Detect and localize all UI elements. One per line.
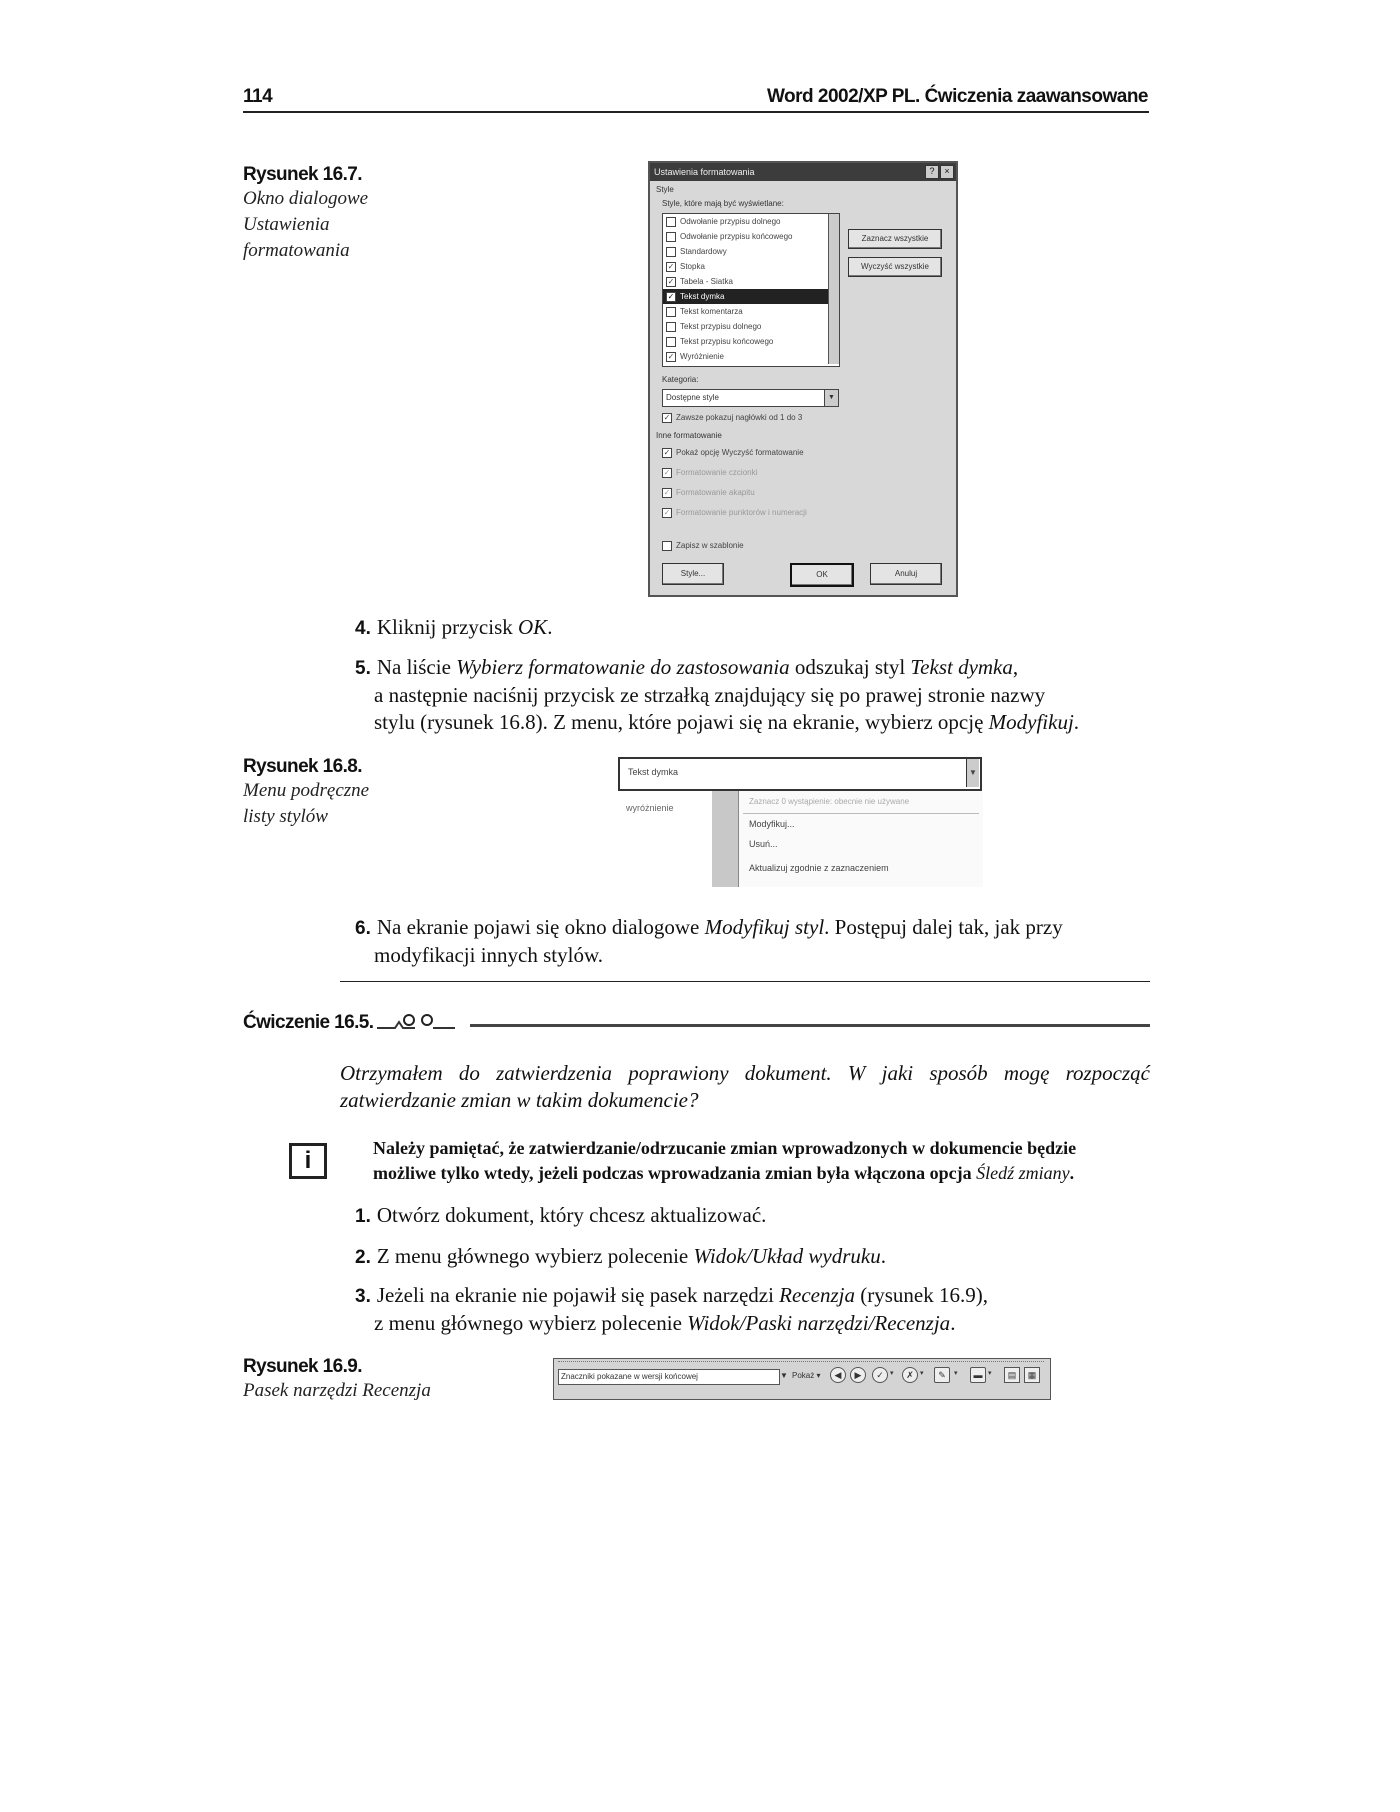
category-value: Dostępne style [666, 393, 719, 402]
list-item[interactable]: ✓ Wyróżnienie [667, 351, 724, 361]
list-item[interactable]: Standardowy [663, 244, 839, 259]
step-6: 6. Na ekranie pojawi się okno dialogowe Modyfikuj styl. Postępuj dalej tak, jak przy modyfikacji innych stylów. [355, 915, 1063, 967]
style-field-value: Tekst dymka [628, 767, 679, 777]
checkbox-checked[interactable]: ✓ [667, 261, 675, 271]
checkbox[interactable] [666, 232, 676, 242]
checkbox[interactable] [666, 337, 676, 347]
list-item[interactable]: Tekst przypisu dolnego [663, 319, 839, 334]
question-line: zatwierdzanie zmian w takim dokumencie? [340, 1088, 699, 1112]
reject-change-icon[interactable]: ✗ [902, 1367, 918, 1383]
exercise-question [340, 1060, 1150, 1114]
side-style-name: wyróżnienie [626, 803, 674, 813]
menu-item-modify[interactable]: Modyfikuj... [749, 819, 795, 829]
other-formatting-label: Inne formatowanie [656, 431, 722, 440]
ok-button[interactable]: OK [790, 563, 854, 587]
caption-line: Pasek narzędzi Recenzja [243, 1380, 431, 1401]
checkbox[interactable] [662, 541, 672, 551]
font-formatting-option[interactable]: ✓ Formatowanie czcionki [663, 468, 758, 478]
show-headings-option[interactable]: ✓ Zawsze pokazuj nagłówki od 1 do 3 [663, 413, 803, 423]
formatting-settings-dialog [648, 161, 958, 597]
dropdown-arrow-icon[interactable]: ▾ [988, 1370, 992, 1377]
paragraph-formatting-option[interactable]: ✓ Formatowanie akapitu [663, 488, 755, 498]
style-context-menu-image [618, 757, 982, 889]
dropdown-arrow-icon[interactable]: ▼ [780, 1371, 788, 1380]
caption-line: formatowania [243, 240, 350, 261]
menu-item-delete[interactable]: Usuń... [749, 839, 778, 849]
clear-formatting-option[interactable]: ✓ Pokaż opcję Wyczyść formatowanie [663, 448, 804, 458]
category-label: Kategoria: [662, 375, 699, 384]
select-all-button[interactable]: Zaznacz wszystkie [848, 229, 942, 249]
checkbox-checked[interactable]: ✓ [663, 468, 671, 477]
caption-line: listy stylów [243, 806, 328, 827]
question-line: Otrzymałem do zatwierdzenia poprawiony dokument. W jaki sposób mogę rozpocząć [340, 1061, 1150, 1085]
step-2: 2. Z menu głównego wybierz polecenie Widok/Układ wydruku. [355, 1244, 886, 1268]
previous-change-icon[interactable]: ◀ [830, 1367, 846, 1383]
checkbox-checked[interactable]: ✓ [663, 488, 671, 497]
category-dropdown[interactable] [662, 389, 839, 407]
step-1: 1. Otwórz dokument, który chcesz aktualizować. [355, 1203, 767, 1227]
help-button[interactable]: ? [925, 165, 939, 179]
figure-label: Rysunek 16.8. [243, 756, 362, 777]
list-formatting-option[interactable]: ✓ Formatowanie punktorów i numeracji [663, 508, 807, 518]
list-item[interactable]: ✓ Stopka [667, 261, 705, 271]
reviewing-toolbar [553, 1358, 1051, 1400]
checkbox-checked[interactable]: ✓ [667, 351, 675, 361]
next-change-icon[interactable]: ▶ [850, 1367, 866, 1383]
dialog-title: Ustawienia formatowania [650, 163, 956, 181]
accept-change-icon[interactable]: ✓ [872, 1367, 888, 1383]
list-item[interactable]: Tekst przypisu końcowego [663, 334, 839, 349]
section-rule [340, 981, 1150, 982]
exercise-rule [470, 1024, 1150, 1027]
step-5: 5. Na liście Wybierz formatowanie do zastosowania odszukaj styl Tekst dymka, a następnie naciśnij przycisk ze strzałką znajdujący się po prawej stronie nazwy stylu (rysunek 16.8). Z menu, które pojawi się na ekranie, wybierz opcję Modyfikuj. [355, 655, 1080, 734]
styles-button[interactable]: Style... [662, 563, 724, 585]
list-item[interactable]: ✓ Tabela - Siatka [667, 276, 733, 286]
figure-16-8-caption [243, 756, 369, 830]
list-label: Style, które mają być wyświetlane: [662, 199, 784, 208]
caption-line: Okno dialogowe [243, 188, 369, 209]
toolbar-grip [558, 1361, 1044, 1365]
style-field[interactable] [618, 757, 982, 791]
figure-label: Rysunek 16.9. [243, 1356, 362, 1377]
figure-label: Rysunek 16.7. [243, 164, 362, 185]
markup-dropdown[interactable]: Znaczniki pokazane w wersji końcowej [558, 1369, 780, 1385]
caption-line: Ustawienia [243, 214, 330, 235]
checkbox-checked[interactable]: ✓ [667, 276, 675, 286]
checkbox-checked[interactable]: ✓ [663, 508, 671, 517]
list-item[interactable]: Odwołanie przypisu końcowego [663, 229, 839, 244]
reviewing-pane-icon[interactable]: ▦ [1024, 1367, 1040, 1383]
menu-gutter [712, 791, 738, 887]
figure-16-9-caption [243, 1356, 431, 1404]
styles-listbox[interactable] [662, 213, 840, 367]
group-label: Style [656, 185, 674, 194]
checkbox[interactable] [666, 307, 676, 317]
checkbox-checked[interactable]: ✓ [667, 291, 675, 301]
figure-16-7-caption [243, 164, 368, 264]
menu-separator [743, 813, 979, 814]
list-item-selected[interactable]: ✓ Tekst dymka [663, 289, 839, 304]
running-title: Word 2002/XP PL. Ćwiczenia zaawansowane [766, 86, 1148, 107]
highlight-icon[interactable]: ▬ [970, 1367, 986, 1383]
list-item[interactable]: Tekst komentarza [663, 304, 839, 319]
list-item[interactable]: Odwołanie przypisu dolnego [663, 214, 839, 229]
track-changes-icon[interactable]: ▤ [1004, 1367, 1020, 1383]
checkbox[interactable] [666, 322, 676, 332]
menu-item-update[interactable]: Aktualizuj zgodnie z zaznaczeniem [749, 863, 889, 873]
exercise-label: Ćwiczenie 16.5. [243, 1012, 374, 1033]
checkbox[interactable] [666, 217, 676, 227]
step-3: 3. Jeżeli na ekranie nie pojawił się pasek narzędzi Recenzja (rysunek 16.9), z menu głównego wybierz polecenie Widok/Paski narzędzi/Recenzja. [355, 1283, 988, 1335]
step-4: 4. Kliknij przycisk OK. [355, 615, 553, 639]
comment-icon[interactable]: ✎ [934, 1367, 950, 1383]
save-template-option[interactable]: Zapisz w szablonie [662, 541, 744, 551]
page-number: 114 [243, 86, 273, 107]
note-text: Należy pamiętać, że zatwierdzanie/odrzucanie zmian wprowadzonych w dokumencie będzie możliwe tylko wtedy, jeżeli podczas wprowadzania zmian była włączona opcja Śledź zmiany. [373, 1138, 1077, 1183]
dropdown-arrow-icon[interactable]: ▾ [954, 1370, 958, 1377]
chevron-down-icon[interactable]: ▼ [966, 759, 979, 787]
header-rule [243, 111, 1149, 113]
cancel-button[interactable]: Anuluj [870, 563, 942, 585]
clear-all-button[interactable]: Wyczyść wszystkie [848, 257, 942, 277]
checkbox[interactable] [666, 247, 676, 257]
chevron-down-icon[interactable]: ▼ [824, 390, 838, 406]
checkbox-checked[interactable]: ✓ [663, 448, 671, 457]
scrollbar[interactable] [828, 214, 839, 364]
caption-line: Menu podręczne [243, 780, 370, 801]
show-menu-button[interactable]: Pokaż ▾ [792, 1371, 821, 1380]
checkbox-checked[interactable]: ✓ [663, 413, 671, 422]
info-icon: i [289, 1143, 327, 1179]
difficulty-icon [375, 1012, 475, 1032]
dropdown-arrow-icon[interactable]: ▾ [890, 1370, 894, 1377]
dropdown-arrow-icon[interactable]: ▾ [920, 1370, 924, 1377]
menu-item-select-disabled: Zaznacz 0 wystąpienie: obecnie nie używane [749, 797, 910, 806]
context-menu [738, 791, 983, 887]
close-button[interactable]: × [940, 165, 954, 179]
